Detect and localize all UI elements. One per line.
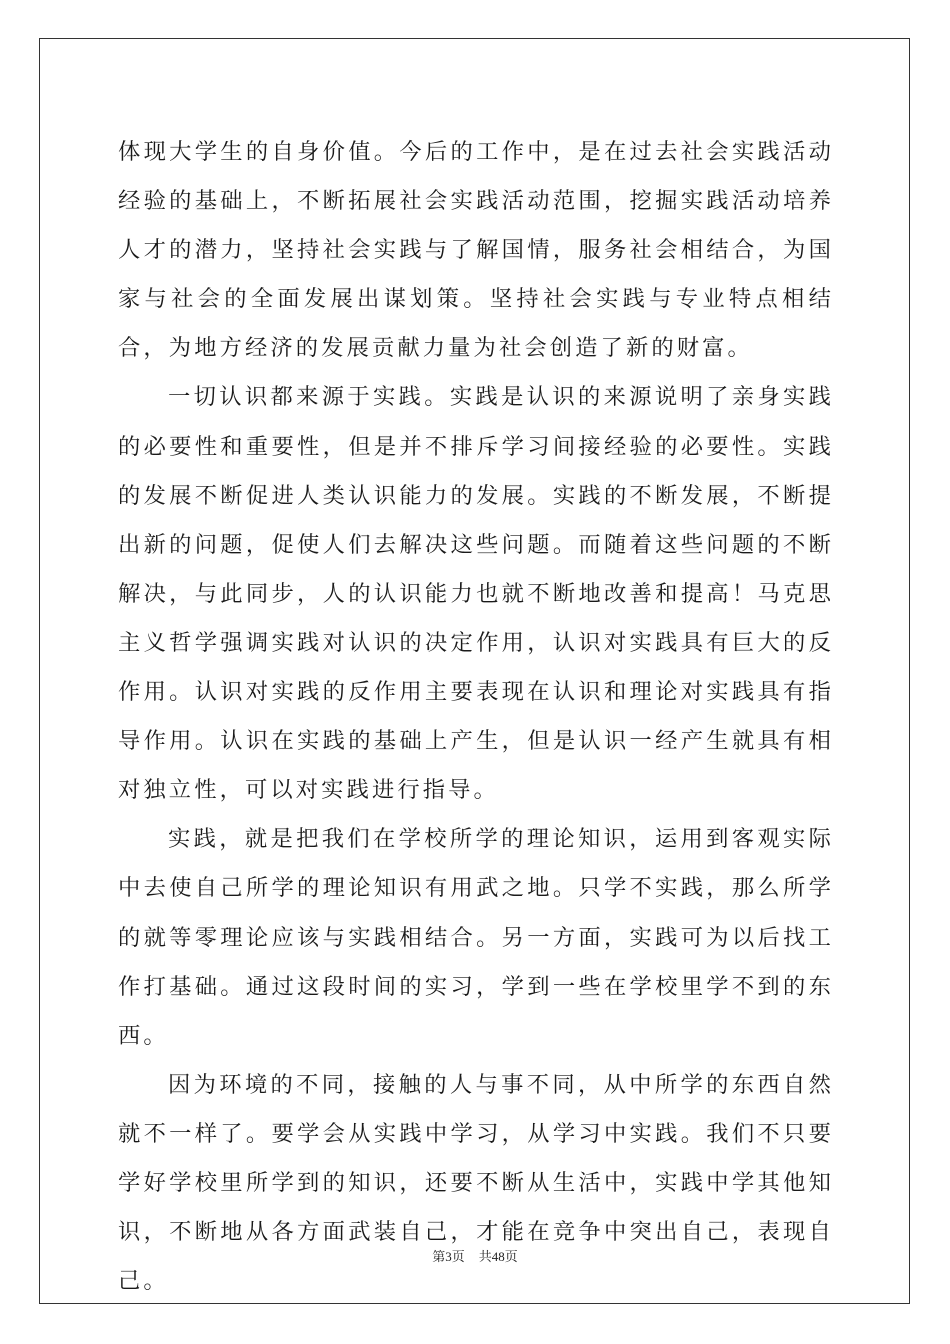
page-footer <box>0 1246 950 1265</box>
page-number: 第3页 <box>432 1249 465 1264</box>
document-body <box>118 128 834 1306</box>
paragraph-3: 实践，就是把我们在学校所学的理论知识，运用到客观实际中去使自己所学的理论知识有用武之地。只学不实践，那么所学的就等零理论应该与实践相结合。另一方面，实践可为以后找工作打基础。通过这段时间的实习，学到一些在学校里学不到的东西。 <box>118 826 834 1049</box>
page-total: 共48页 <box>478 1249 518 1264</box>
paragraph-2: 一切认识都来源于实践。实践是认识的来源说明了亲身实践的必要性和重要性，但是并不排斥学习间接经验的必要性。实践的发展不断促进人类认识能力的发展。实践的不断发展，不断提出新的问题，促使人们去解决这些问题。而随着这些问题的不断解决，与此同步，人的认识能力也就不断地改善和提高！马克思主义哲学强调实践对认识的决定作用，认识对实践具有巨大的反作用。认识对实践的反作用主要表现在认识和理论对实践具有指导作用。认识在实践的基础上产生，但是认识一经产生就具有相对独立性，可以对实践进行指导。 <box>118 384 834 804</box>
paragraph-1: 体现大学生的自身价值。今后的工作中，是在过去社会实践活动经验的基础上，不断拓展社会实践活动范围，挖掘实践活动培养人才的潜力，坚持社会实践与了解国情，服务社会相结合，为国家与社会的全面发展出谋划策。坚持社会实践与专业特点相结合，为地方经济的发展贡献力量为社会创造了新的财富。 <box>118 139 834 362</box>
paragraph-4: 因为环境的不同，接触的人与事不同，从中所学的东西自然就不一样了。要学会从实践中学习，从学习中实践。我们不只要学好学校里所学到的知识，还要不断从生活中，实践中学其他知识，不断地从各方面武装自己，才能在竞争中突出自己，表现自己。 <box>118 1071 834 1295</box>
